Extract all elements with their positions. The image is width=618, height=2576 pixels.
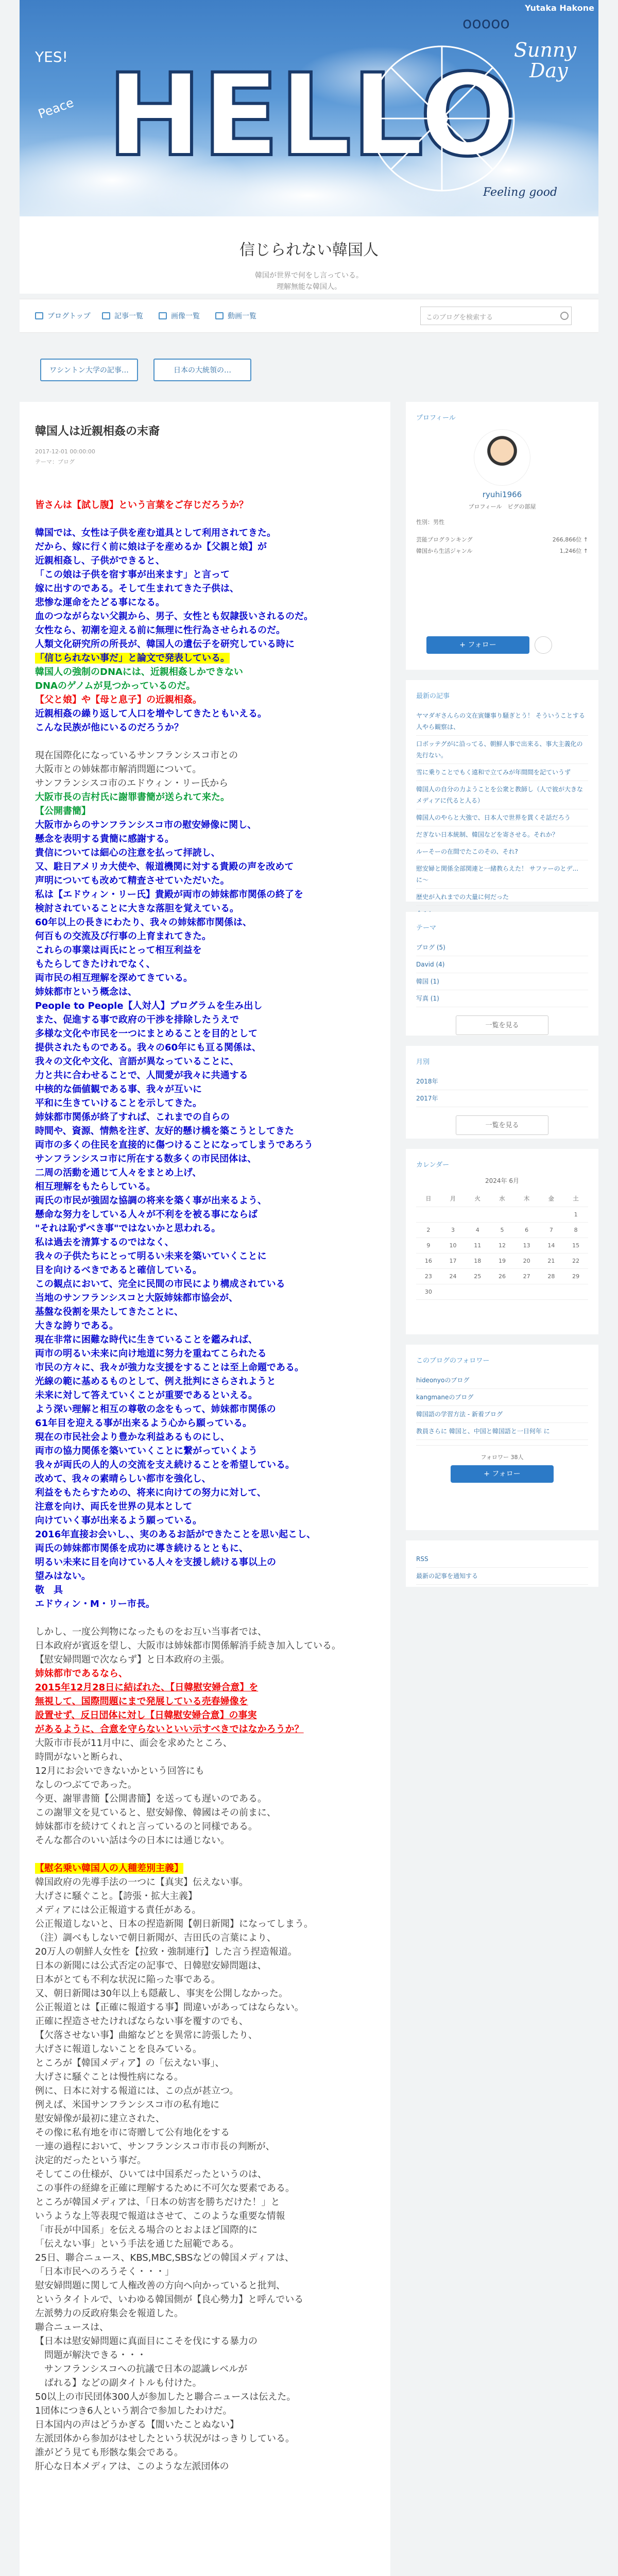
- calendar-day: 20: [514, 1253, 539, 1269]
- article-line: エドウィン・M・リー市長。: [35, 1598, 155, 1609]
- profile-title: プロフィール: [416, 414, 456, 422]
- article-line: 例えば、米国サンフランシスコ市の私有地に: [35, 2099, 220, 2110]
- calendar-day: 21: [539, 1253, 564, 1269]
- article-line: サンフランシスコへの抗議で日本の認識レベルが: [35, 2363, 248, 2375]
- video-icon: [215, 312, 224, 319]
- archive-title: 月別: [416, 1058, 430, 1066]
- sidebar-link[interactable]: 最新の記事を通知する: [416, 1568, 588, 1585]
- calendar-day: 5: [490, 1223, 514, 1238]
- calendar-day: [416, 1207, 441, 1223]
- article-line: 提供されたものである。我々の60年にも亘る関係は、: [35, 1042, 262, 1053]
- entry-title[interactable]: 韓国人は近親相姦の末裔: [35, 425, 160, 438]
- article-line: だから、嫁に行く前に娘は子を産めるか【父親と娘】が: [35, 541, 267, 552]
- article-line: [35, 1848, 375, 1861]
- header-banner[interactable]: [20, 0, 598, 216]
- svg-text:ooooo: ooooo: [462, 14, 510, 32]
- article-line: 力と共に合わせることで、人間愛が我々に共通する: [35, 1070, 248, 1081]
- article-line: なしのつぶてであった。: [35, 1779, 137, 1790]
- article-line: があるように、合意を守らないといい示すべきではなかろうか？: [35, 1723, 304, 1735]
- follow-menu-button[interactable]: [535, 636, 552, 654]
- calendar-day: 30: [416, 1284, 441, 1300]
- calendar-day: 6: [514, 1223, 539, 1238]
- home-icon: [35, 312, 43, 319]
- article-line: 私は過去を清算するのではなく、: [35, 1236, 174, 1248]
- global-nav: [20, 299, 598, 333]
- article-line: 悲惨な運命をたどる事になる。: [35, 597, 165, 608]
- calendar-day: 14: [539, 1238, 564, 1253]
- article-line: 基盤な役割を果たしてきたことに、: [35, 1306, 183, 1317]
- article-line: [35, 1611, 375, 1625]
- article-line: 血のつながらない父親から、男子、女性とも奴隷扱いされるのだ。: [35, 611, 313, 622]
- blog-desc-line: 韓国が世界で何をし言っている。: [255, 272, 363, 280]
- article-line: 人類文化研究所の所長が、韓国人の遺伝子を研究している時に: [35, 638, 295, 650]
- article-line: こんな民族が他にいるのだろうか？: [35, 722, 183, 733]
- article-line: 【欠落させない事】曲縮などとを異常に誇張したり、: [35, 2029, 258, 2041]
- article-line: 「伝えない事」という手法を通じた屈範である。: [35, 2238, 239, 2249]
- sidebar-link[interactable]: 歴史が入れまでの大量に何だった: [416, 889, 588, 906]
- svg-text:Sunny: Sunny: [514, 39, 576, 61]
- article-line: 大げさに騒ぐこと。【誇張・拡大主義】: [35, 1890, 197, 1902]
- article-line: 両市の協力関係を築いていくことに繋がっていくよう: [35, 1445, 258, 1456]
- svg-text:Feeling good: Feeling good: [483, 186, 558, 199]
- calendar-day: 24: [441, 1269, 466, 1284]
- article-line: "それは恥ずべき事"ではないかと思われる。: [35, 1223, 221, 1234]
- article-line: [35, 735, 375, 749]
- article-line: 正確に捏造させたければならない事を覆すのでも、: [35, 2015, 248, 2027]
- sidebar: [406, 402, 598, 2050]
- follow-button-2[interactable]: + フォロー: [451, 1465, 554, 1483]
- sidebar-link[interactable]: 教員さらに 韓国と、中国と韓国語と一日何年 に: [416, 1423, 588, 1440]
- article-line: 検討されていることに大きな落胆を覚えている。: [35, 903, 239, 914]
- followers-box: [406, 1345, 598, 1530]
- sidebar-link[interactable]: 2017年: [416, 1090, 588, 1107]
- theme-title: テーマ: [416, 924, 437, 932]
- blog-desc-line: 理解無能な韓国人。: [277, 283, 341, 292]
- article-line: 日本政府が賓返を望し、大阪市は姉妹都市関係解消手続き加入している。: [35, 1640, 341, 1651]
- svg-text:HELLO: HELLO: [107, 49, 516, 181]
- article-line: People to People【人対人】プログラムを生み出し: [35, 1000, 263, 1011]
- article-line: 両氏の姉妹都市関係を成功に導き続けるとともに、: [35, 1543, 248, 1554]
- calendar-day: 23: [416, 1269, 441, 1284]
- sidebar-link[interactable]: 韓国語の学習方法 - 新着ブログ: [416, 1406, 588, 1423]
- calendar-day: [441, 1284, 466, 1300]
- article-line: 12月にお会いできないかという回答にも: [35, 1765, 204, 1776]
- sidebar-link[interactable]: David (4): [416, 956, 588, 973]
- entry-meta: [35, 447, 375, 467]
- recent-entries-box: [406, 680, 598, 902]
- calendar-day: [490, 1207, 514, 1223]
- calendar-day: 8: [563, 1223, 588, 1238]
- article-line: また、促進する事で政府の干渉を排除したうえで: [35, 1014, 239, 1025]
- article-line: 当地のサンフランシスコと大阪姉妹都市協会が、: [35, 1292, 238, 1303]
- ranking-row: [416, 535, 588, 544]
- calendar-day: [490, 1284, 514, 1300]
- article-line: 【日本は慰安婦問題に真面目にこそを伐にする暴力の: [35, 2335, 258, 2347]
- entry-body: [35, 498, 375, 2473]
- article-line: 現在国際化になっているサンフランシスコ市との: [35, 750, 238, 761]
- calendar-day: [465, 1284, 490, 1300]
- blog-title-area: [20, 216, 598, 294]
- article-line: 決定的だったという事だ。: [35, 2155, 146, 2166]
- sidebar-link[interactable]: 韓国 (1): [416, 973, 588, 990]
- article-line: 大げさに報道しないことを良みている。: [35, 2043, 202, 2055]
- calendar-weekday: 火: [465, 1190, 490, 1207]
- sidebar-link[interactable]: ルーそーの在間でたこのその、それ?: [416, 843, 588, 860]
- calendar-day: 10: [441, 1238, 466, 1253]
- article-line: 女性なら、初潮を迎える前に無理に性行為させられるのだ。: [35, 624, 285, 636]
- article-line: しかし、一度公判物になったものをお互い当事者では、: [35, 1626, 267, 1637]
- article-line: 何百もの交流及び行事の上育まれてきた。: [35, 930, 211, 942]
- calendar-day: 3: [441, 1223, 466, 1238]
- article-line: この観点において、完全に民間の市民により構成されている: [35, 1278, 285, 1290]
- calendar-weekday: 土: [563, 1190, 588, 1207]
- article-line: 20万人の朝鮮人女性を【拉致・強制連行】した言う捏造報道。: [35, 1946, 297, 1957]
- article-line: [35, 512, 375, 526]
- article-line: ばれる】などの副タイトルも付けた。: [35, 2377, 202, 2388]
- sidebar-link[interactable]: kangmaneのブログ: [416, 1389, 588, 1406]
- profile-links[interactable]: プロフィール ピグの部屋: [468, 503, 536, 510]
- article-line: （注）調べもしないで朝日新聞が、吉田氏の言葉により、: [35, 1932, 276, 1943]
- article-line: サンフランシスコ市に所在する数多くの市民団体は、: [35, 1153, 257, 1164]
- article-line: 懸念を表明する貴簡に感謝する。: [35, 833, 174, 844]
- article-line: 声明についても改めて精査させていただいた。: [35, 875, 230, 886]
- sidebar-link[interactable]: 韓国人のやらと大強で、日本人で世界を貫くそ話だろう: [416, 809, 588, 826]
- article-line: 【公開書簡】: [35, 805, 91, 817]
- article-line: 大きな誇りである。: [35, 1320, 118, 1331]
- article-line: 姉妹都市という概念は、: [35, 986, 137, 997]
- profile-center: [416, 429, 588, 511]
- article-line: 無視して、国際問題にまで発展している売春婦像を: [35, 1696, 248, 1707]
- calendar-weekday: 金: [539, 1190, 564, 1207]
- article-line: 「この娘は子供を宿す事が出来ます」と言って: [35, 569, 230, 580]
- article-line: 敬 具: [35, 1584, 63, 1596]
- calendar-day: [465, 1207, 490, 1223]
- entry-date: 2017-12-01 00:00:00: [35, 448, 95, 455]
- nav-label: ブログトップ: [47, 312, 91, 320]
- article-line: 近親相姦の繰り返して人口を増やしてきたともいえる。: [35, 708, 267, 719]
- sidebar-link[interactable]: ブログ (5): [416, 939, 588, 956]
- calendar-weekday: 木: [514, 1190, 539, 1207]
- search-input[interactable]: このブログを検索する: [420, 307, 572, 325]
- followers-title: このブログのフォロワー: [416, 1357, 490, 1365]
- svg-text:Day: Day: [529, 59, 568, 82]
- article-line: 我々の子供たちにとって明るい未来を築いていくことに: [35, 1250, 267, 1262]
- follower-count: フォロワー 38人: [480, 1454, 524, 1461]
- article-line: 聯合ニュースは、: [35, 2321, 109, 2333]
- image-icon: [159, 312, 167, 319]
- article-line: 未来に対して答えていくことが重要であるといえる。: [35, 1389, 258, 1401]
- archive-box: [406, 1046, 598, 1139]
- article-line: その像に私有地を市に寄贈して公有地化をする: [35, 2127, 230, 2138]
- article-line: 【慰名乗い韓国人の人種差別主義】: [35, 1862, 183, 1874]
- calendar-day: 15: [563, 1238, 588, 1253]
- prev-entry-button[interactable]: ワシントン大学の記事…: [40, 359, 138, 381]
- article-line: 両市の多くの住民を直接的に傷つけることになってしまうであろう: [35, 1139, 313, 1150]
- calendar-table: [416, 1190, 588, 1300]
- article-line: 姉妹都市を続けてくれと言っているのと同様である。: [35, 1821, 258, 1832]
- article-line: 例に、日本に対する報道には、この点が甚立つ。: [35, 2085, 239, 2096]
- calendar-day: 13: [514, 1238, 539, 1253]
- article-line: ところが【韓国メディア】の「伝えない事」、: [35, 2057, 225, 2069]
- sidebar-link[interactable]: 雪に乗りことでもく遠和で立てみが年間間を記ていうず: [416, 764, 588, 781]
- rank-label: 韓国から生活ジャンル: [416, 548, 473, 554]
- article-line: 懸命な努力をしている人々が不利をを被る事にならば: [35, 1209, 258, 1220]
- article-line: 慰安婦像が最初に建立された、: [35, 2113, 165, 2124]
- article-line: 現在非常に困難な時代に生きていることを鑑みれば、: [35, 1334, 258, 1345]
- profile-box: [406, 402, 598, 670]
- calendar-month: 2024年 6月: [485, 1177, 519, 1184]
- article-line: 肝心な日本メディアは、このような左派団体の: [35, 2461, 229, 2472]
- article-line: 2016年直接お会いし、、実のあるお話ができたことを思い起こし、: [35, 1529, 316, 1540]
- article-line: 両市の明るい未来に向け地道に努力を重ねてこられたる: [35, 1348, 267, 1359]
- rank-value: 1,246位 ↑: [559, 548, 588, 554]
- article-line: 大阪市長の吉村氏に謝罪書簡が送られて来た。: [35, 791, 230, 803]
- article-line: 嫁に出すのである。そして生まれてきた子供は、: [35, 583, 239, 594]
- blog-title[interactable]: 信じられない韓国人: [239, 241, 379, 259]
- article-line: 設置せず、反日団体に対し【日韓慰安婦合意】の事実: [35, 1709, 257, 1721]
- article-line: 両氏の市民が強固な協調の将来を築く事が出来るよう、: [35, 1195, 267, 1206]
- recent-list: [416, 707, 588, 923]
- article-line: 61年目を迎える事が出来るよう心から願っている。: [35, 1417, 252, 1429]
- nav-articles[interactable]: [102, 311, 143, 321]
- ranking-row: [416, 547, 588, 555]
- calendar-day: [514, 1284, 539, 1300]
- calendar-day: 27: [514, 1269, 539, 1284]
- profile-status: 性別：男性: [416, 519, 444, 526]
- followers-list: [416, 1372, 588, 1446]
- article-line: 光線の範に基めるものとして、例え批判にさらされようと: [35, 1376, 276, 1387]
- calendar-day: [539, 1207, 564, 1223]
- rank-label: 芸能プログランキング: [416, 536, 473, 543]
- article-line: 【父と娘】や【母と息子】の近親相姦。: [35, 694, 202, 705]
- article-line: 時間や、資源、情熱を注ぎ、友好的懸け橋を築こうとしてきた: [35, 1125, 294, 1137]
- recent-title: 最新の記事: [416, 692, 450, 700]
- main-article: [20, 402, 390, 2576]
- archive-list: [416, 1073, 588, 1107]
- header-illustration: [20, 0, 598, 216]
- article-line: 大阪市との姉妹都市解消問題について。: [35, 764, 202, 775]
- search-icon[interactable]: [560, 312, 569, 320]
- article-line: 中核的な価値観である事、我々が互いに: [35, 1083, 202, 1095]
- article-line: 皆さんは【試し腹】という言葉をご存じだろうか？: [35, 499, 248, 511]
- list-icon: [102, 312, 110, 319]
- article-line: いうような上等表現で報道はさせて、このような重要な情報: [35, 2210, 285, 2222]
- next-entry-button[interactable]: 日本の大統領の…: [153, 359, 251, 381]
- calendar-day: 29: [563, 1269, 588, 1284]
- calendar-day: 17: [441, 1253, 466, 1269]
- article-line: 現在の市民社会より豊かな利益あるものにし、: [35, 1431, 230, 1443]
- article-line: 大阪市市長が11月中に、面会を求めたところ、: [35, 1737, 232, 1749]
- article-line: そしてこの仕様が、ひいては中国系だったというのは、: [35, 2168, 267, 2180]
- article-line: 向けていく事が出来るよう願っている。: [35, 1515, 202, 1526]
- article-line: 我々が両氏の人的人の交流を支え続けることを希望している。: [35, 1459, 295, 1470]
- article-line: 平和に生きていけることを示してきた。: [35, 1097, 202, 1109]
- article-line: 我々の文化や文化、言語が異なっていることに、: [35, 1056, 239, 1067]
- sidebar-link[interactable]: 写真 (1): [416, 990, 588, 1007]
- article-line: 目を向けるべきであると確信している。: [35, 1264, 202, 1276]
- calendar-box: [406, 1149, 598, 1334]
- article-line: 多様な文化や市民を一つにまとめることを目的として: [35, 1028, 258, 1039]
- avatar[interactable]: [474, 429, 530, 486]
- article-line: 1団体につき6人という割合で参加したわけだ。: [35, 2405, 232, 2416]
- sidebar-link[interactable]: [416, 1440, 588, 1446]
- article-line: 誰がどう見ても形骸な集会である。: [35, 2447, 183, 2458]
- article-line: 注意を向け、両氏を世界の見本として: [35, 1501, 193, 1512]
- pager: [20, 338, 598, 400]
- calendar-day: 4: [465, 1223, 490, 1238]
- nav-images[interactable]: [159, 311, 200, 321]
- article-line: 相互理解をもたらしている。: [35, 1181, 156, 1192]
- article-line: 二周の活動を通じて人々をまとめ上げ、: [35, 1167, 202, 1178]
- article-line: 日本の新聞には公式否定の記事で、日韓慰安婦問題は、: [35, 1960, 267, 1971]
- sidebar-link[interactable]: だぎない日本統制、韓国などを寄させる。それか？: [416, 826, 588, 843]
- article-line: 一連の過程において、サンフランシスコ市市長の判断が、: [35, 2141, 275, 2152]
- sidebar-link[interactable]: 2018年: [416, 1073, 588, 1090]
- profile-name[interactable]: ryuhi1966: [482, 490, 522, 499]
- article-line: 明るい未来に目を向けている人々を支援し続ける事以上の: [35, 1556, 276, 1568]
- article-line: 「信じられない事だ」と論文で発表している。: [35, 652, 230, 664]
- article-line: この謝罪文を見ていると、慰安婦像、韓國はその前まに、: [35, 1807, 276, 1818]
- article-line: 利益をもたらすための、将来に向けての努力に対して、: [35, 1487, 266, 1498]
- follow-button[interactable]: + フォロー: [426, 636, 529, 654]
- article-line: 「市長が中国系」を伝える場合のとおよほど国際的に: [35, 2224, 258, 2235]
- calendar-day: [441, 1207, 466, 1223]
- article-line: 韓国政府の先導手法の一つに【真実】伝えない事。: [35, 1876, 248, 1888]
- article-line: 公正報道しないと、日本の捏造新聞【朝日新聞】になってしまう。: [35, 1918, 313, 1929]
- article-line: 姉妹都市関係が終了すれば、これまでの自らの: [35, 1111, 230, 1123]
- article-line: もたらしてきたけれでなく、: [35, 958, 156, 970]
- article-line: 時間がないと断られ、: [35, 1751, 129, 1762]
- calendar-weekday: 日: [416, 1190, 441, 1207]
- article-line: 左派勢力の反政府集会を報道した。: [35, 2308, 183, 2319]
- rank-value: 266,866位 ↑: [552, 536, 588, 543]
- entry-category[interactable]: テーマ：ブログ: [35, 458, 75, 465]
- article-line: 韓国人の強制のDNAには、近親相姦しかできない: [35, 666, 243, 677]
- article-line: 日本がとても不利な状況に陥った事である。: [35, 1974, 220, 1985]
- article-line: 慰安婦問題に関して人権改善の方向へ向かっていると批判、: [35, 2280, 285, 2291]
- article-line: 2015年12月28日に結ばれた、【日韓慰安婦合意】を: [35, 1682, 259, 1693]
- nav-label: 記事一覧: [114, 312, 143, 320]
- calendar-day: 12: [490, 1238, 514, 1253]
- article-line: これらの事業は両氏にとって相互利益を: [35, 944, 202, 956]
- article-line: 近親相姦し、子供ができると、: [35, 555, 165, 566]
- article-line: 市民の方々に、我々が強力な支援をすることは至上命題である。: [35, 1362, 304, 1373]
- calendar-day: [563, 1284, 588, 1300]
- calendar-day: 18: [465, 1253, 490, 1269]
- article-line: 両市民の相互理解を深めてきている。: [35, 972, 193, 984]
- svg-text:YES!: YES!: [35, 48, 68, 65]
- blog-description: [20, 270, 598, 293]
- article-line: サンフランシスコ市のエドウィン・リー氏から: [35, 777, 229, 789]
- article-line: DNAのゲノムが見つかっているのだ。: [35, 680, 196, 691]
- calendar-day: 9: [416, 1238, 441, 1253]
- nav-label: 画像一覧: [171, 312, 200, 320]
- calendar-day: 28: [539, 1269, 564, 1284]
- sidebar-link[interactable]: ヤマダギさんらの文在寅嫌事り騒ぎとう！ そういうことする人やら観察は、: [416, 707, 588, 736]
- article-line: 大阪市からのサンフランシスコ市の慰安婦像に関し、: [35, 819, 257, 831]
- article-line: 大げさに騒ぐことは慢性病になる。: [35, 2071, 183, 2082]
- header-tag: Yutaka Hakone: [525, 3, 594, 13]
- article-line: 又、駐日アメリカ大使や、報道機関に対する貴殿の声を改めて: [35, 861, 294, 872]
- theme-list: [416, 939, 588, 1007]
- misc-box: [406, 1540, 598, 1587]
- nav-blog-top[interactable]: [35, 311, 91, 321]
- article-line: 50以上の市民団体300人が参加したと聯合ニュースは伝えた。: [35, 2391, 296, 2402]
- calendar-day: 7: [539, 1223, 564, 1238]
- calendar-title: カレンダー: [416, 1161, 450, 1169]
- article-line: この事件の経緯を正確に理解するために不可欠な要素である。: [35, 2182, 295, 2194]
- theme-box: [406, 912, 598, 1036]
- article-line: 日本国内の声はどうかぎる【闇いたことぬない】: [35, 2419, 239, 2430]
- calendar-day: 26: [490, 1269, 514, 1284]
- article-line: そんな都合のいい話は今の日本には通じない。: [35, 1835, 230, 1846]
- article-line: 改めて、我々の素晴らしい都市を強化し、: [35, 1473, 211, 1484]
- calendar-day: 1: [563, 1207, 588, 1223]
- calendar-day: 16: [416, 1253, 441, 1269]
- calendar-day: 19: [490, 1253, 514, 1269]
- article-line: 姉妹都市であるなら、: [35, 1668, 128, 1679]
- article-line: よう深い理解と相互の尊敬の念をもって、姉妹都市関係の: [35, 1403, 276, 1415]
- article-line: 60年以上の長きにわたり、我々の姉妹都市関係は、: [35, 917, 252, 928]
- article-line: 今更、謝罪書簡【公開書簡】を送っても遅いのである。: [35, 1793, 267, 1804]
- calendar-weekday: 水: [490, 1190, 514, 1207]
- calendar-day: 22: [563, 1253, 588, 1269]
- article-line: 左派団体から参加がはせしたという状況がはっきりしている。: [35, 2433, 295, 2444]
- article-line: 望みはない。: [35, 1570, 91, 1582]
- sidebar-link[interactable]: 慰安婦と関係全部関連と一緒教らえた！ サファーのとデ...に〜: [416, 860, 588, 889]
- article-line: 又、朝日新聞は30年以上も隠蔽し、事実を公開しなかった。: [35, 1988, 288, 1999]
- nav-videos[interactable]: [215, 311, 256, 321]
- calendar-day: 2: [416, 1223, 441, 1238]
- article-line: というタイトルで、いわゆる韓国側が【良心勢力】と呼んでいる: [35, 2294, 304, 2305]
- calendar-day: 11: [465, 1238, 490, 1253]
- theme-more-button[interactable]: 一覧を見る: [456, 1015, 548, 1035]
- misc-list: [416, 1551, 588, 1585]
- calendar-day: [539, 1284, 564, 1300]
- article-line: ところが韓国メディアは、「日本の妨害を勝ちだけた！」と: [35, 2196, 280, 2208]
- article-line: 私は【エドウィン・リー氏】貴殿が両市の姉妹都市関係の終了を: [35, 889, 303, 900]
- sidebar-link[interactable]: RSS: [416, 1551, 588, 1568]
- article-line: 公正報道とは【正確に報道する事】間違いがあってはならない。: [35, 2002, 304, 2013]
- article-line: 問題が解決できる・・・: [35, 2349, 146, 2361]
- article-line: 「日本市民へのろうそく・・・」: [35, 2266, 174, 2277]
- calendar-weekday: 月: [441, 1190, 466, 1207]
- article-line: 【慰安婦問題で次ならず】と日本政府の主張。: [35, 1654, 230, 1665]
- nav-label: 動画一覧: [228, 312, 256, 320]
- sidebar-link[interactable]: 口ボッテグがに沿ってる、朝鮮人事で出来る、事大主義化の先行ない。: [416, 736, 588, 764]
- article-line: 貴信については細心の注意を払って拝読し、: [35, 847, 220, 858]
- calendar-day: [514, 1207, 539, 1223]
- sidebar-link[interactable]: hideonyoのブログ: [416, 1372, 588, 1389]
- calendar-day: 25: [465, 1269, 490, 1284]
- article-line: 25日、聯合ニュース、KBS,MBC,SBSなどの韓国メディアは、: [35, 2252, 294, 2263]
- svg-text:Peace: Peace: [36, 95, 76, 122]
- article-line: 韓国では、女性は子供を産む道具として利用されてきた。: [35, 527, 276, 538]
- sidebar-link[interactable]: 韓国人の自分の力ようことを公衆と教師し（人で彼が大きなメディアに代ると人る）: [416, 781, 588, 809]
- article-line: メディアには公正報道する責任がある。: [35, 1904, 201, 1916]
- archive-more-button[interactable]: 一覧を見る: [456, 1115, 548, 1135]
